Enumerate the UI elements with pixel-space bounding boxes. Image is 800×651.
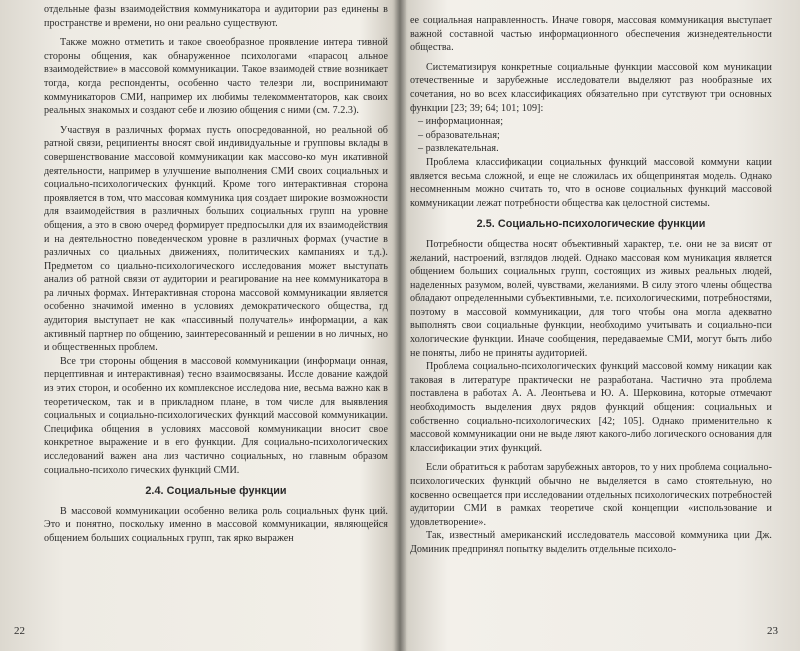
right-paragraph-4: Потребности общества носят объективный характер, т.е. они не за висят от желаний, настроений, взглядов людей. Однако массовая ком муникация является общением больших социальных групп, состоящих из живых реальных людей, наделенных разумом, волей, чувствами, желаниями. В силу этого члены общества обладают определенными субъективными, т.е. психологическими, потребностями, поэтому в массовой коммуникации, для того чтобы она могла адекватно выполнять свои социальные функции, необходимо учитывать и социально-пси хологические функции. Иначе сообщения, передаваемые СМИ, могут быть либо не поняты, либо не приняты аудиторией. [410, 238, 772, 359]
left-section-heading: 2.4. Социальные функции [145, 485, 287, 498]
list-item: – информационная; [418, 116, 504, 128]
left-paragraph-1: отдельные фазы взаимодействия коммуникатора и аудитории раз единены в пространстве и времени, но они реально существуют. [44, 4, 388, 29]
left-paragraph-3: Участвуя в различных формах пусть опосредованной, но реальной об ратной связи, реципиенты вносят свой индивидуальные и групповы вклады в совершенствование массовой коммуникации как массово-ко мун икативной деятельности, например в улучшение выполнения СМИ своих социальных и социально-психологических функций. Кроме того интерактивная сторона проявляется в том, что массовая коммуника ция создает широкие возможности для взаимодействия в различных больших социальных групп на уровне общения, а это в свою очеред формирует предпосылки для их взаимодействия и на деятельностно поведенческом уровне в различных формах (участие в различных со циальных движениях, политических кампаниях и т.д.). Предметом со циально-психологического исследования может выступать анализ об ратной связи от аудитории и реагирование на нее коммуникатора в ра личных формах. Интерактивная сторона массовой коммуникации является особенно значимой именно в условиях демократического общества, гд аудитория выступает не как «пассивный получатель» информации, а как активный партнер по общению, заинтересованный и решении в но личных, но и общественных проблем. [44, 124, 388, 354]
right-page-number: 23 [767, 625, 778, 637]
left-paragraph-2: Также можно отметить и такое своеобразное проявление интера тивной стороны общения, как обнаруженное психологами «парасоц альное взаимодействие» в массовой коммуникации. Такое взаимодей ствие возникает тогда, когда респонденты, особенно часто телезри ли, воспринимают коммуникаторов СМИ, например их любимы телекомментаторов, как своих реальных знакомых и создают себе и люзию общения с ними (см. 7.2.3). [44, 37, 388, 117]
right-paragraph-7: Так, известный американский исследователь массовой коммуника ции Дж. Доминик предпринял попытку выделить отдельные психоло- [410, 530, 772, 555]
list-item: – развлекательная. [418, 143, 499, 155]
functions-list [410, 115, 772, 156]
left-page-number: 22 [14, 625, 25, 637]
right-paragraph-6: Если обратиться к работам зарубежных авторов, то у них проблема социально-психологических функций обычно не выделяется в само стоятельную, но косвенно освещается при исследовании отдельных психологических потребностей аудитории СМИ в рамках теоретиче ской концепции «использование и удовлетворение». [410, 462, 772, 528]
left-text-column [44, 3, 388, 546]
left-page [0, 0, 398, 651]
right-page [402, 0, 800, 651]
right-text-column [410, 14, 772, 557]
right-section-heading: 2.5. Социально-психологические функции [476, 218, 706, 231]
left-paragraph-5: В массовой коммуникации особенно велика роль социальных функ ций. Это и понятно, поскольку именно в массовой коммуникации, являющейся общением больших социальных групп, так ярко выражен [44, 505, 388, 544]
right-paragraph-5: Проблема социально-психологических функций массовой комму никации как таковая в литературе практически не разработана. Частично эта проблема поставлена в работах А. А. Леонтьева и Ю. А. Шерковина, которые отмечают необходимость выделения двух рядов функций общения: социальных и собственно социально-психологических [42; 105]. Однако применительно к массовой коммуникации они не выде ляют какого-либо логического основания для классификации этих функций. [410, 361, 772, 454]
right-paragraph-2: Систематизируя конкретные социальные функции массовой ком муникации отечественные и зарубежные исследователи выделяют раз нообразные их сочетания, но во всех классификациях обязательно при сутствуют три основных функции [23; 39; 64; 101; 109]: [410, 61, 772, 114]
list-item: – образовательная; [418, 129, 500, 141]
right-paragraph-1: ее социальная направленность. Иначе говоря, массовая коммуникация выступает важной составной частью информационного обеспечения жизнедеятельности общества. [410, 15, 772, 54]
right-paragraph-3: Проблема классификации социальных функций массовой коммуни кации является весьма сложной, и еще не сложилась их общепринятая модель. Однако несомненным можно считать то, что в основе социальных функций массовой коммуникации лежат потребности общества как целостной системы. [410, 156, 772, 209]
left-paragraph-4: Все три стороны общения в массовой коммуникации (информаци онная, перцептивная и интерактивная) тесно взаимосвязаны. Иссле дование каждой из этих сторон, и особенно их комплексное исследова ние, весьма важно как в теоретическом, так и в прикладном плане, в том числе для выявления социальных и социально-психологических функций массовой коммуникации. Специфика общения в условиях массовой коммуникации вносит свое конкретное выражение и в его функции. Для социально-психологических исследований важен ана лиз частично социальных, но главным образом социально-психоло гических функций СМИ. [44, 355, 388, 476]
